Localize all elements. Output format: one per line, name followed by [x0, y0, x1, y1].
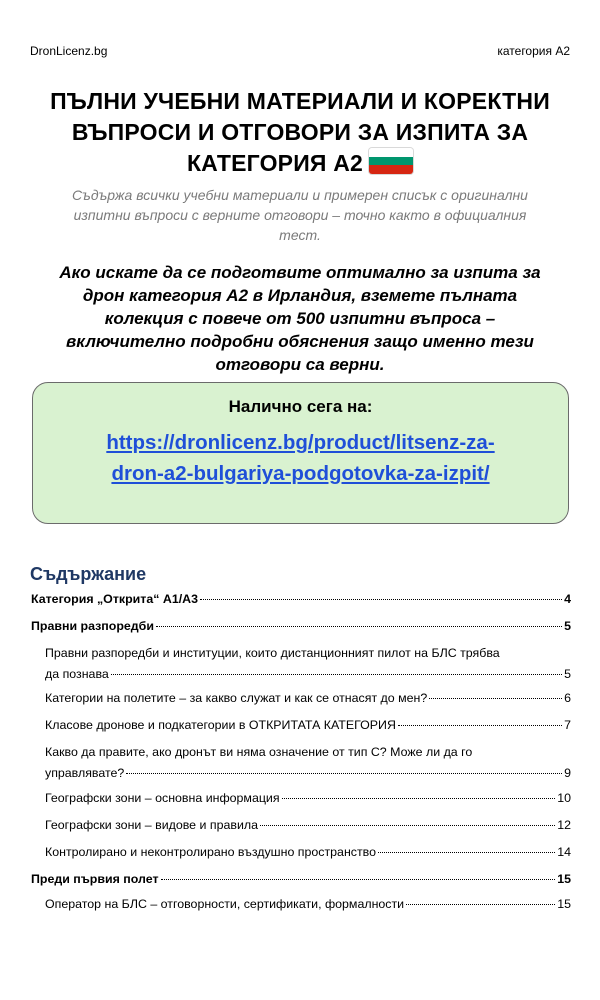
- lead-line-4: включително подробни обяснения защо именно тези: [66, 332, 534, 351]
- toc-entry-page[interactable]: 5: [564, 667, 571, 681]
- product-link-line-2[interactable]: dron-a2-bulgariya-podgotovka-za-izpit/: [111, 462, 490, 485]
- toc-entry-legal-institutions[interactable]: [45, 643, 571, 685]
- toc-entry-page[interactable]: 5: [564, 619, 571, 633]
- toc-entry-label[interactable]: Правни разпоредби: [31, 619, 154, 633]
- subtitle-line-2: изпитни въпроси с верните отговори – точно както в официалния: [73, 207, 527, 223]
- toc-entry-uas-operator[interactable]: [45, 894, 571, 915]
- title-line-3: [20, 148, 580, 179]
- toc-leader-dots: [200, 599, 562, 600]
- toc-entry-legal-regulations[interactable]: [31, 616, 571, 637]
- toc-entry-label[interactable]: Преди първия полет: [31, 872, 159, 886]
- toc-entry-geo-zones-types[interactable]: [45, 815, 571, 836]
- lead-paragraph: [34, 261, 566, 376]
- product-link[interactable]: [43, 427, 558, 489]
- subtitle-line-1: Съдържа всички учебни материали и примерен списък с оригинални: [72, 187, 528, 203]
- toc-heading: Съдържание: [30, 564, 147, 584]
- toc-entry-label[interactable]: Категория „Открита“ А1/А3: [31, 592, 198, 606]
- toc-entry-page[interactable]: 10: [557, 791, 571, 805]
- toc-entry-page[interactable]: 4: [564, 592, 571, 606]
- toc-leader-dots: [161, 879, 556, 880]
- callout-label: Налично сега на:: [228, 397, 373, 416]
- title-line-3-text: КАТЕГОРИЯ А2: [186, 150, 364, 176]
- lead-line-3: колекция с повече от 500 изпитни въпроса –: [104, 309, 496, 328]
- availability-callout: [32, 382, 569, 524]
- toc-leader-dots: [282, 798, 556, 799]
- toc-entry-label[interactable]: Контролирано и неконтролирано въздушно пространство: [45, 845, 376, 859]
- toc-entry-label[interactable]: Оператор на БЛС – отговорности, сертификати, формалности: [45, 897, 405, 911]
- toc-leader-dots: [429, 698, 562, 699]
- toc-leader-dots: [111, 674, 562, 675]
- product-link-line-1[interactable]: https://dronlicenz.bg/product/litsenz-za-: [106, 431, 495, 454]
- toc-entry-no-class-mark[interactable]: [45, 742, 571, 784]
- subtitle-line-3: тест.: [279, 227, 321, 243]
- toc-entry-label-line-1[interactable]: Какво да правите, ако дронът ви няма означение от тип C? Може ли да го: [45, 745, 473, 759]
- toc-entry-label[interactable]: Географски зони – основна информация: [45, 791, 280, 805]
- site-name: DronLicenz.bg: [30, 44, 108, 58]
- bulgarian-flag-icon: [369, 148, 413, 174]
- lead-line-5: отговори са верни.: [215, 355, 385, 374]
- toc-entry-drone-classes[interactable]: [45, 715, 571, 736]
- toc-leader-dots: [378, 852, 555, 853]
- toc-entry-geo-zones-basic[interactable]: [45, 788, 571, 809]
- toc-entry-label-line-2[interactable]: управлявате?: [45, 766, 125, 780]
- category-header: категория А2: [497, 44, 570, 58]
- lead-line-1: Ако искате да се подготвите оптимално за изпита за: [59, 263, 541, 282]
- toc-entry-page[interactable]: 7: [564, 718, 571, 732]
- toc-leader-dots: [156, 626, 562, 627]
- toc-entry-page[interactable]: 15: [557, 897, 571, 911]
- toc-entry-label[interactable]: Категории на полетите – за какво служат и как се отнасят до мен?: [45, 691, 428, 705]
- toc-entry-flight-categories[interactable]: [45, 688, 571, 709]
- toc-entry-airspace[interactable]: [45, 842, 571, 863]
- toc-leader-dots: [406, 904, 555, 905]
- title-line-1: ПЪЛНИ УЧЕБНИ МАТЕРИАЛИ И КОРЕКТНИ: [50, 88, 550, 114]
- toc-entry-page[interactable]: 14: [557, 845, 571, 859]
- toc-leader-dots: [260, 825, 555, 826]
- toc-entry-label-line-1[interactable]: Правни разпоредби и институции, които дистанционният пилот на БЛС трябва: [45, 646, 500, 660]
- toc-entry-page[interactable]: 6: [564, 691, 571, 705]
- toc-entry-category-open[interactable]: [31, 589, 571, 610]
- toc-entry-label[interactable]: Класове дронове и подкатегории в ОТКРИТАТА КАТЕГОРИЯ: [45, 718, 396, 732]
- lead-line-2: дрон категория А2 в Ирландия, вземете пълната: [82, 286, 518, 305]
- toc-leader-dots: [398, 725, 562, 726]
- subtitle: [40, 185, 560, 245]
- toc-entry-page[interactable]: 9: [564, 766, 571, 780]
- toc-leader-dots: [126, 773, 562, 774]
- toc-entry-page[interactable]: 15: [557, 872, 571, 886]
- toc-entry-label-line-2[interactable]: да познава: [45, 667, 109, 681]
- toc-entry-page[interactable]: 12: [557, 818, 571, 832]
- title-line-2: ВЪПРОСИ И ОТГОВОРИ ЗА ИЗПИТА ЗА: [71, 119, 529, 145]
- document-title: [20, 86, 580, 179]
- toc-entry-label[interactable]: Географски зони – видове и правила: [45, 818, 258, 832]
- toc-entry-before-first-flight[interactable]: [31, 869, 571, 890]
